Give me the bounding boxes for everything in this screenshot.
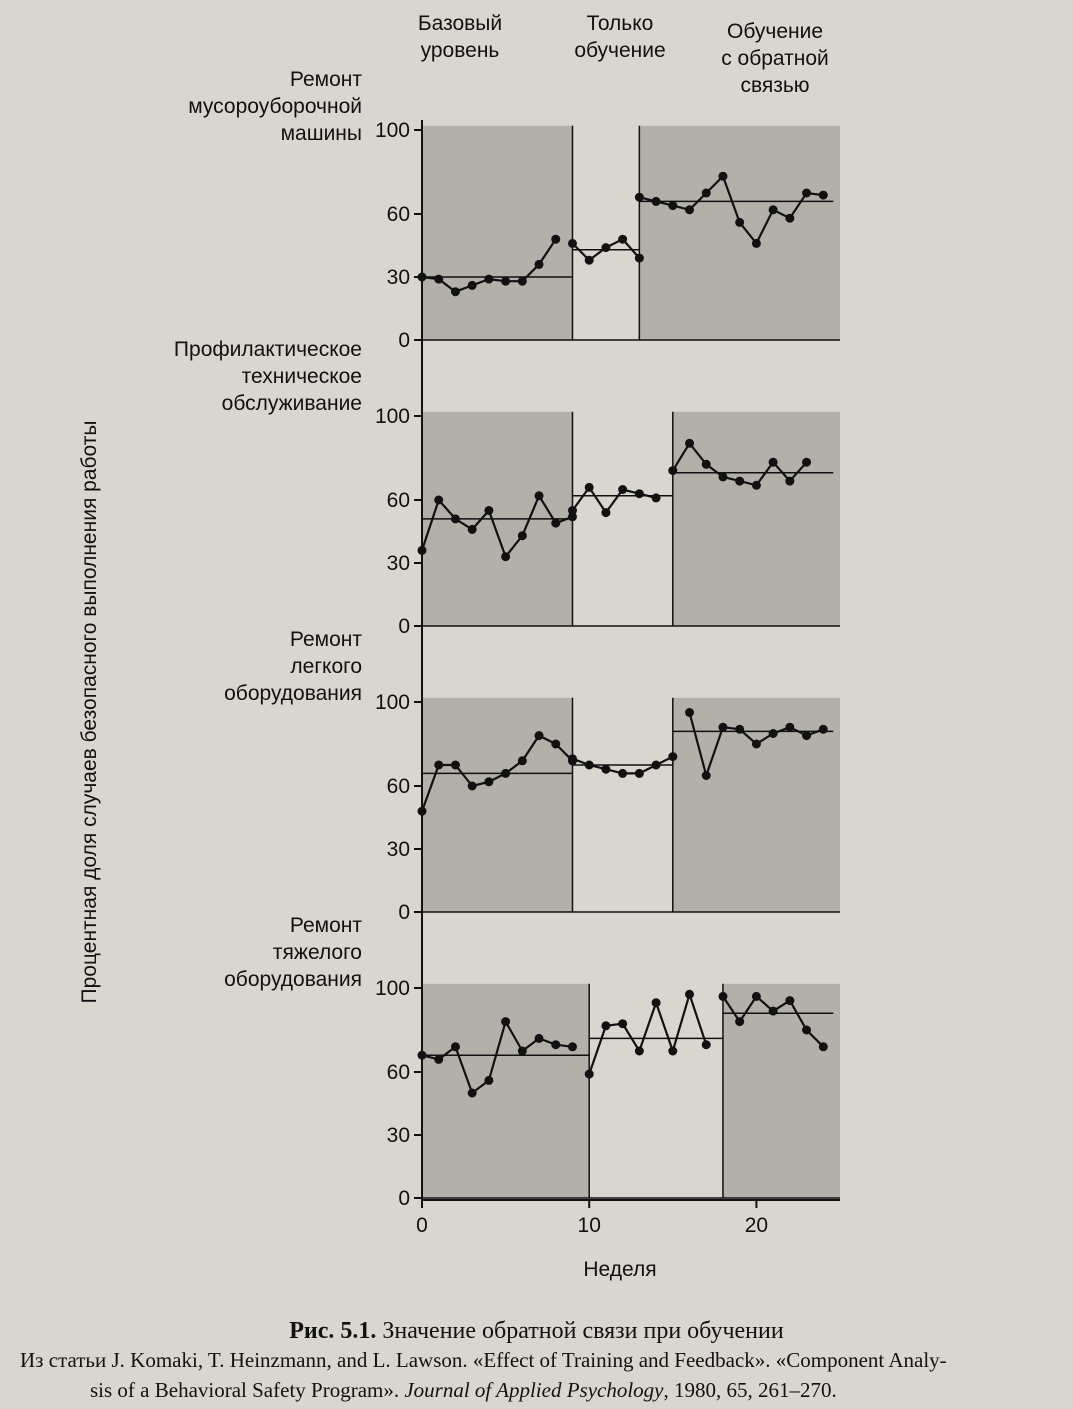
baseline-point-1-0 [418, 546, 427, 555]
y-tick-label-3-60: 60 [386, 1061, 410, 1084]
phase-label-feedback: Обучение с обратной связью [721, 20, 829, 97]
baseline-point-3-8 [551, 1040, 560, 1049]
feedback-point-0-4 [702, 189, 711, 198]
y-tick-label-0-60: 60 [386, 203, 410, 226]
feedback-point-1-3 [718, 472, 727, 481]
baseline-point-2-3 [468, 782, 477, 791]
training-point-0-3 [618, 235, 627, 244]
baseline-shade-0 [422, 126, 572, 340]
feedback-point-3-1 [735, 1017, 744, 1026]
baseline-point-3-7 [535, 1034, 544, 1043]
feedback-point-0-1 [652, 197, 661, 206]
y-tick-label-3-0: 0 [398, 1187, 410, 1210]
feedback-point-0-11 [819, 191, 828, 200]
training-point-2-0 [568, 754, 577, 763]
y-tick-label-1-30: 30 [386, 552, 410, 575]
baseline-point-2-6 [518, 756, 527, 765]
baseline-shade-2 [422, 698, 572, 912]
feedback-shade-1 [673, 412, 840, 626]
training-point-3-3 [635, 1047, 644, 1056]
training-point-2-6 [668, 752, 677, 761]
baseline-point-0-2 [451, 287, 460, 296]
training-point-2-4 [635, 769, 644, 778]
feedback-point-0-8 [769, 205, 778, 214]
training-point-2-5 [652, 761, 661, 770]
feedback-point-1-0 [668, 466, 677, 475]
training-point-0-4 [635, 254, 644, 263]
baseline-point-3-0 [418, 1051, 427, 1060]
source-text: sis of a Behavioral Safety Program». [90, 1378, 405, 1402]
feedback-point-3-2 [752, 992, 761, 1001]
baseline-shade-3 [422, 984, 589, 1198]
figure-source-line1: Из статьи J. Komaki, T. Heinzmann, and L. Lawson. «Effect of Training and Feedback». «Component Analy- [20, 1348, 947, 1372]
baseline-point-2-0 [418, 807, 427, 816]
y-tick-label-0-100: 100 [374, 119, 410, 142]
training-point-1-3 [618, 485, 627, 494]
baseline-point-3-6 [518, 1047, 527, 1056]
panel-title-heavy-equipment: Ремонт тяжелого оборудования [224, 914, 362, 991]
y-tick-label-2-30: 30 [386, 838, 410, 861]
source-journal: Journal of Applied Psychology [404, 1378, 664, 1402]
baseline-point-1-7 [535, 491, 544, 500]
baseline-point-3-4 [484, 1076, 493, 1085]
y-tick-label-2-100: 100 [374, 691, 410, 714]
feedback-shade-0 [639, 126, 840, 340]
baseline-point-3-1 [434, 1055, 443, 1064]
feedback-point-1-6 [769, 458, 778, 467]
feedback-point-0-6 [735, 218, 744, 227]
y-tick-label-1-60: 60 [386, 489, 410, 512]
feedback-point-2-7 [802, 731, 811, 740]
feedback-point-0-7 [752, 239, 761, 248]
baseline-point-2-2 [451, 761, 460, 770]
training-point-0-2 [601, 243, 610, 252]
figure-number: Рис. 5.1. [289, 1318, 377, 1344]
training-point-0-1 [585, 256, 594, 265]
baseline-point-2-5 [501, 769, 510, 778]
figure-title: Значение обратной связи при обучении [382, 1318, 784, 1344]
baseline-point-2-1 [434, 761, 443, 770]
feedback-point-0-10 [802, 189, 811, 198]
feedback-point-3-6 [819, 1042, 828, 1051]
y-tick-label-3-100: 100 [374, 977, 410, 1000]
feedback-point-2-4 [752, 740, 761, 749]
feedback-point-3-0 [718, 992, 727, 1001]
feedback-point-0-9 [785, 214, 794, 223]
feedback-point-2-1 [702, 771, 711, 780]
phase-label-training: Только обучение [574, 12, 666, 62]
x-tick-label-20: 20 [744, 1214, 769, 1237]
feedback-point-2-8 [819, 725, 828, 734]
baseline-point-0-1 [434, 275, 443, 284]
feedback-shade-3 [723, 984, 840, 1198]
training-point-1-2 [601, 508, 610, 517]
baseline-point-2-4 [484, 777, 493, 786]
training-point-2-1 [585, 761, 594, 770]
training-point-1-4 [635, 489, 644, 498]
feedback-point-0-0 [635, 193, 644, 202]
baseline-point-0-8 [551, 235, 560, 244]
feedback-point-1-8 [802, 458, 811, 467]
baseline-point-2-7 [535, 731, 544, 740]
phase-label-baseline: Базовый уровень [417, 12, 503, 62]
feedback-point-3-4 [785, 996, 794, 1005]
baseline-point-0-4 [484, 275, 493, 284]
y-axis-label: Процентная доля случаев безопасного выполнения работы [78, 420, 101, 1004]
baseline-point-2-8 [551, 740, 560, 749]
training-line-3 [589, 994, 706, 1074]
baseline-point-1-1 [434, 496, 443, 505]
y-tick-label-2-0: 0 [398, 901, 410, 924]
baseline-point-3-2 [451, 1042, 460, 1051]
training-point-2-2 [601, 765, 610, 774]
baseline-point-1-2 [451, 514, 460, 523]
feedback-point-1-2 [702, 460, 711, 469]
y-tick-label-0-0: 0 [398, 329, 410, 352]
baseline-point-0-3 [468, 281, 477, 290]
feedback-point-1-4 [735, 477, 744, 486]
y-tick-label-1-0: 0 [398, 615, 410, 638]
training-point-3-5 [668, 1047, 677, 1056]
baseline-point-3-3 [468, 1089, 477, 1098]
training-point-2-3 [618, 769, 627, 778]
feedback-point-2-3 [735, 725, 744, 734]
training-point-0-0 [568, 239, 577, 248]
panel-title-maintenance: Профилактическое техническое обслуживание [173, 338, 362, 415]
feedback-point-1-1 [685, 439, 694, 448]
y-tick-label-0-30: 30 [386, 266, 410, 289]
training-point-3-6 [685, 990, 694, 999]
training-point-3-7 [702, 1040, 711, 1049]
x-axis-label: Неделя [583, 1258, 657, 1281]
y-tick-label-2-60: 60 [386, 775, 410, 798]
panel-title-garbage-truck: Ремонт мусороуборочной машины [188, 68, 362, 145]
feedback-point-2-6 [785, 723, 794, 732]
training-point-3-1 [601, 1021, 610, 1030]
baseline-point-1-5 [501, 552, 510, 561]
y-tick-label-1-100: 100 [374, 405, 410, 428]
feedback-point-0-3 [685, 205, 694, 214]
x-tick-label-10: 10 [577, 1214, 601, 1237]
baseline-point-0-5 [501, 277, 510, 286]
baseline-point-1-4 [484, 506, 493, 515]
feedback-point-2-2 [718, 723, 727, 732]
figure-source-line2 [90, 1376, 1050, 1404]
panel-title-light-equipment: Ремонт легкого оборудования [224, 628, 362, 705]
feedback-point-0-5 [718, 172, 727, 181]
baseline-point-3-9 [568, 1042, 577, 1051]
baseline-point-0-6 [518, 277, 527, 286]
baseline-point-0-0 [418, 273, 427, 282]
source-citation: , 1980, 65, 261–270. [663, 1378, 837, 1402]
feedback-point-1-7 [785, 477, 794, 486]
figure-caption [0, 1318, 1073, 1345]
baseline-point-1-8 [551, 519, 560, 528]
training-point-1-5 [652, 493, 661, 502]
feedback-point-0-2 [668, 201, 677, 210]
feedback-point-3-5 [802, 1026, 811, 1035]
training-point-1-0 [568, 506, 577, 515]
feedback-shade-2 [673, 698, 840, 912]
feedback-point-2-0 [685, 708, 694, 717]
training-point-3-2 [618, 1019, 627, 1028]
x-tick-label-0: 0 [416, 1214, 428, 1237]
training-point-1-1 [585, 483, 594, 492]
feedback-point-1-5 [752, 481, 761, 490]
training-point-3-4 [652, 998, 661, 1007]
feedback-point-3-3 [769, 1007, 778, 1016]
training-point-3-0 [585, 1070, 594, 1079]
baseline-point-1-6 [518, 531, 527, 540]
y-tick-label-3-30: 30 [386, 1124, 410, 1147]
training-line-1 [572, 487, 656, 512]
feedback-point-2-5 [769, 729, 778, 738]
baseline-point-0-7 [535, 260, 544, 269]
baseline-point-1-3 [468, 525, 477, 534]
baseline-point-3-5 [501, 1017, 510, 1026]
